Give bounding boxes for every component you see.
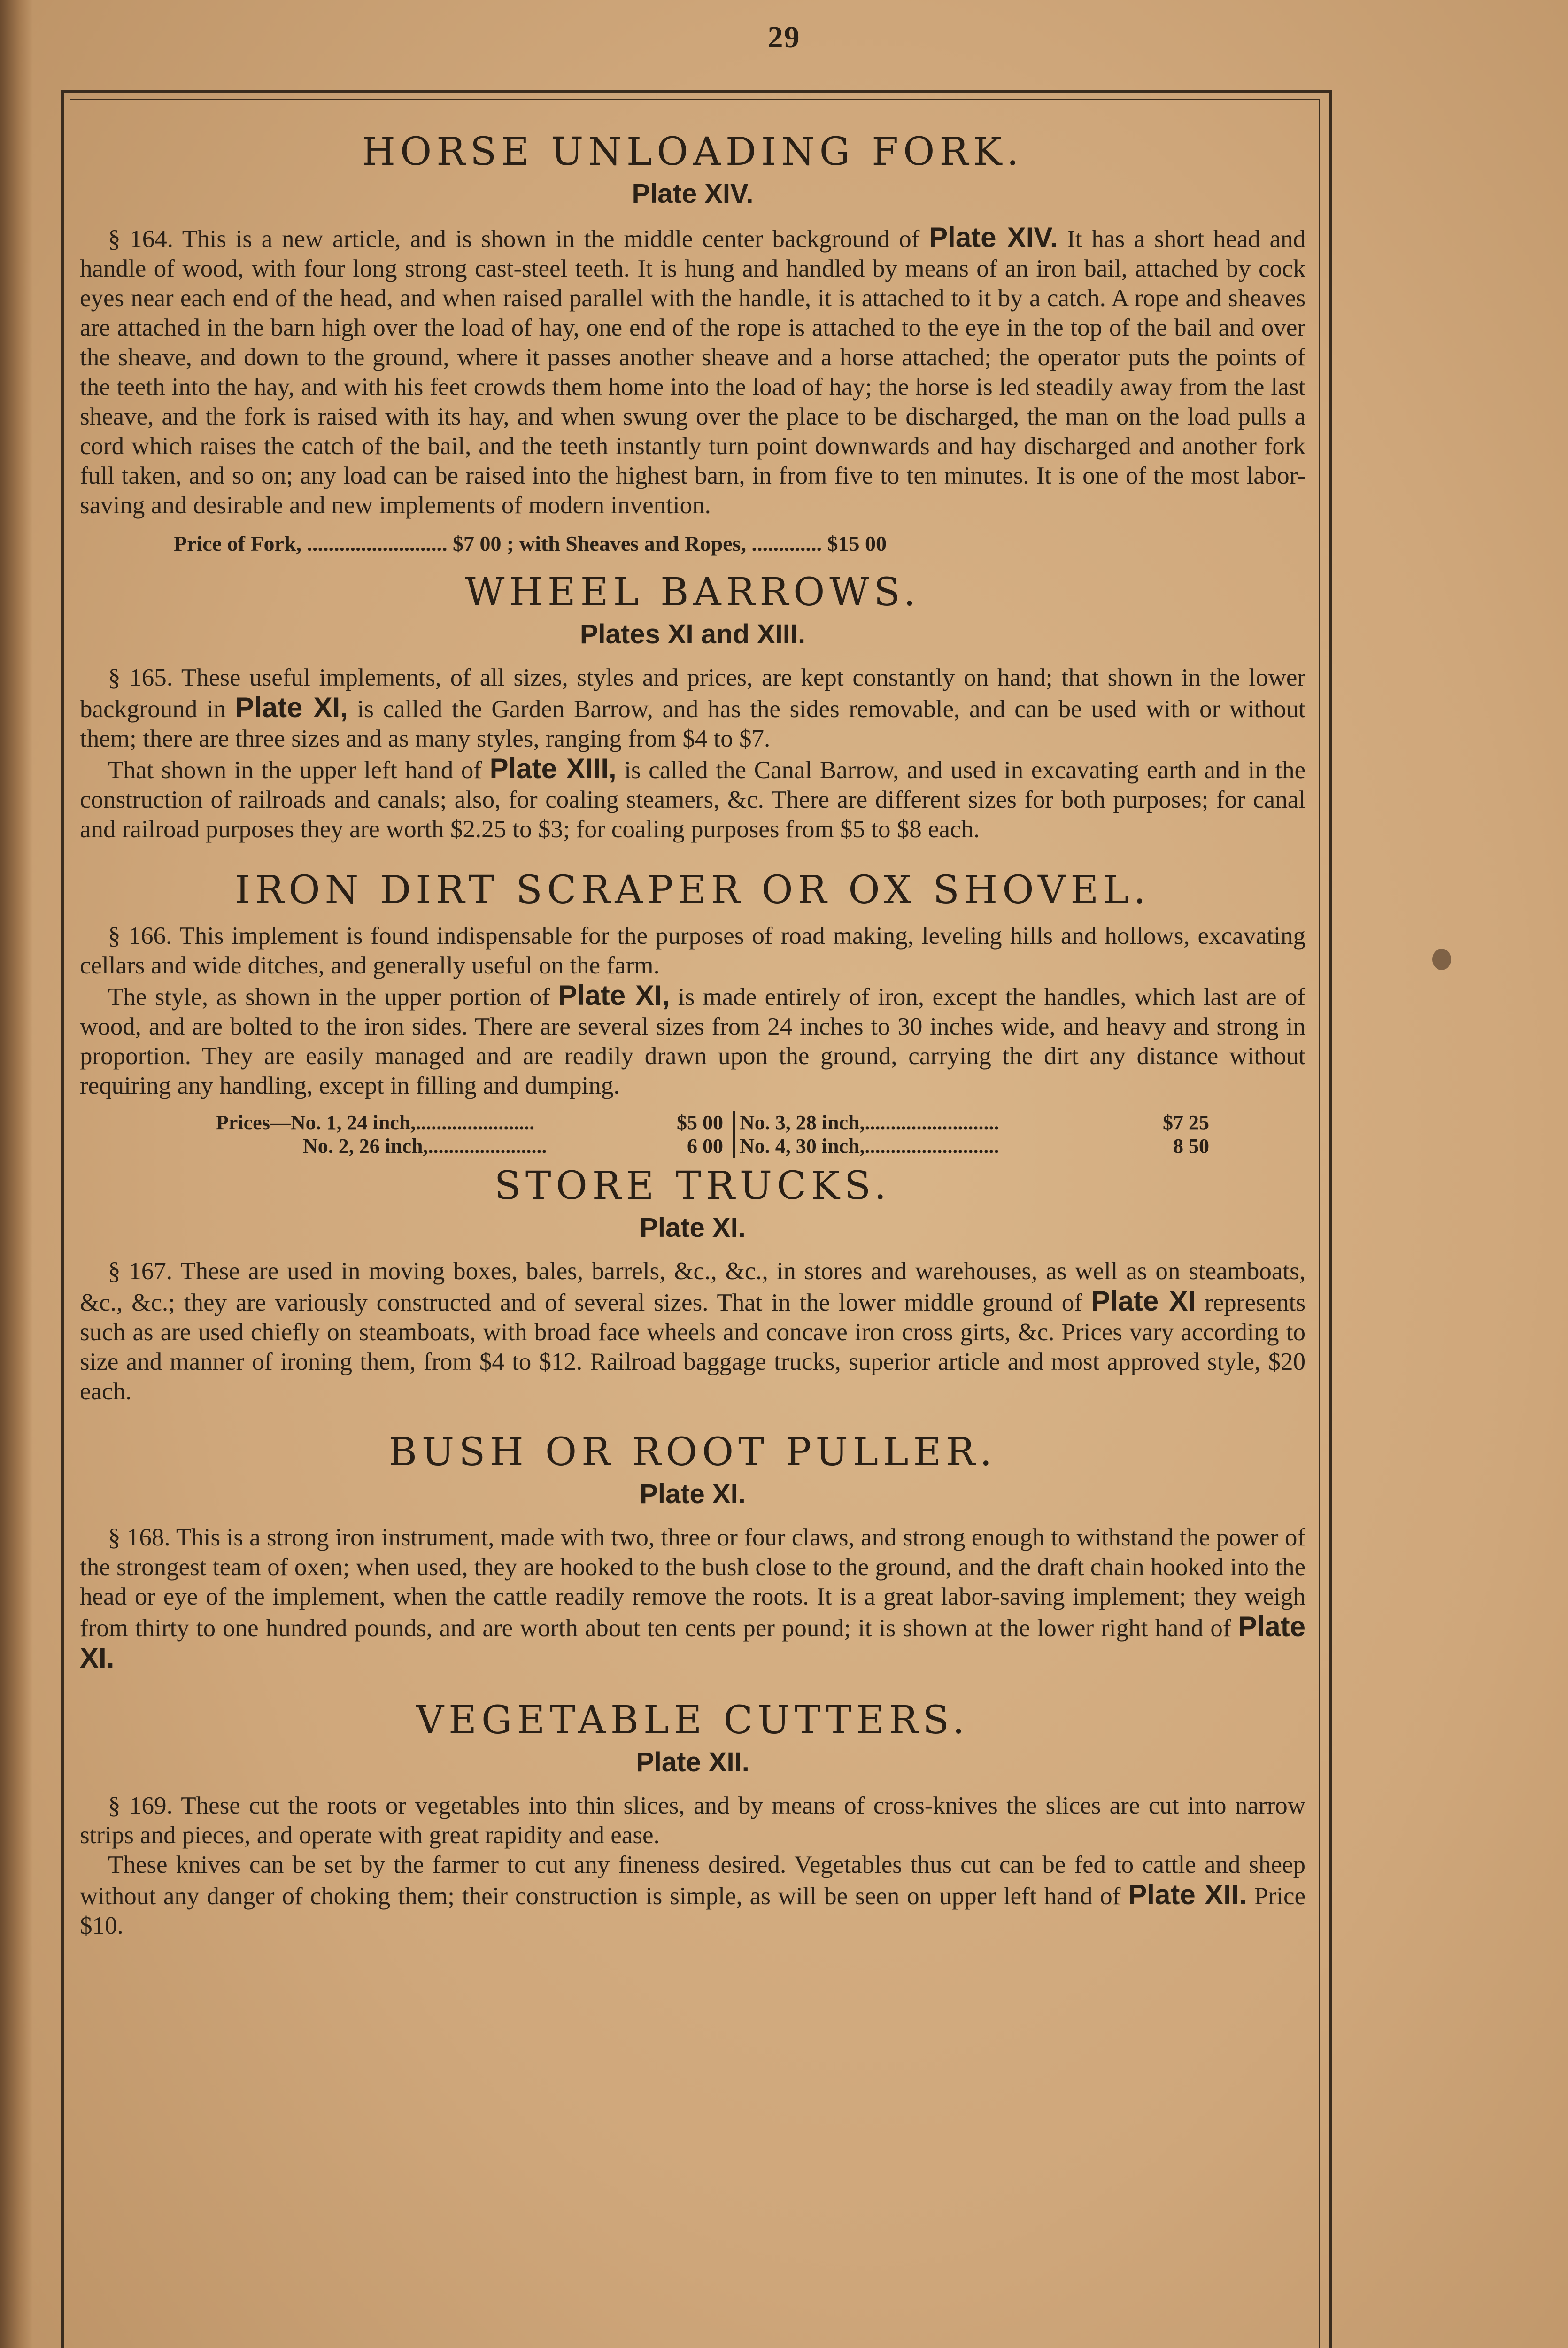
plate-subtitle: Plate XI. bbox=[640, 1213, 746, 1243]
ink-spot bbox=[1432, 949, 1451, 970]
price-line-fork: Price of Fork, .......................... $7 00 ; with Sheaves and Ropes, ............. $15 00 bbox=[174, 532, 887, 556]
section-title-wheel-barrows: WHEEL BARROWS. bbox=[465, 570, 920, 615]
price-column-left: Prices—No. 1, 24 inch,....................... $5 00 No. 2, 26 inch,....................... 6 00 bbox=[216, 1111, 723, 1158]
paragraph-167: § 167. These are used in moving boxes, bales, barrels, &c., &c., in stores and warehouses, as well as on steamboats, &c., &c.; they are variously constructed and of several sizes. That in the lower middle ground of Plate XI represents such as are used chiefly on steamboats, with broad face wheels and concave iron cross girts, &c. Prices vary according to size and manner of ironing them, from $4 to $12. Railroad baggage trucks, superior article and most approved style, $20 each. bbox=[80, 1258, 1305, 1405]
section-title-store-trucks: STORE TRUCKS. bbox=[494, 1164, 891, 1208]
page-spine-shadow bbox=[0, 0, 33, 2348]
scraper-price-table bbox=[216, 1111, 1305, 1158]
plate-subtitle: Plate XII. bbox=[636, 1747, 749, 1777]
plate-subtitle: Plates XI and XIII. bbox=[579, 619, 806, 649]
section-title-dirt-scraper: IRON DIRT SCRAPER OR OX SHOVEL. bbox=[235, 868, 1151, 912]
page-number: 29 bbox=[767, 20, 801, 54]
section-title-vegetable-cutters: VEGETABLE CUTTERS. bbox=[416, 1698, 970, 1743]
paragraph-166: § 166. This implement is found indispensable for the purposes of road making, leveling hills and hollows, excavating cellars and wide ditches, and generally useful on the farm. bbox=[80, 922, 1305, 979]
price-column-right: No. 3, 28 inch,.......................... $7 25 No. 4, 30 inch,.......................... 8 50 bbox=[733, 1111, 1209, 1158]
paragraph-169-cont: These knives can be set by the farmer to cut any fineness desired. Vegetables thus cut can be fed to cattle and sheep without any danger of choking them; their construction is simple, as will be seen on upper left hand of Plate XII. Price $10. bbox=[80, 1851, 1305, 1939]
plate-subtitle: Plate XI. bbox=[640, 1479, 746, 1509]
paragraph-168: § 168. This is a strong iron instrument, made with two, three or four claws, and strong enough to withstand the power of the strongest team of oxen; when used, they are hooked to the bush close to the ground, and the draft chain hooked into the head or eye of the implement, when the cattle readily remove the roots. It is a great labor-saving implement; they weigh from thirty to one hundred pounds, and are worth about ten cents per pound; it is shown at the lower right hand of Plate XI. bbox=[80, 1524, 1305, 1674]
paragraph-166-cont: The style, as shown in the upper portion of Plate XI, is made entirely of iron, except the handles, which last are of wood, and are bolted to the iron sides. There are several sizes from 24 inches to 30 inches wide, and heavy and strong in proportion. They are easily managed and are readily drawn upon the ground, carrying the dirt any distance without requiring any handling, except in filling and dumping. bbox=[80, 980, 1306, 1099]
page-content bbox=[80, 127, 1305, 1941]
paragraph-164: § 164. This is a new article, and is shown in the middle center background of Plate XIV. It has a short head and handle of wood, with four long strong cast-steel teeth. It is hung and handled by means of an iron bail, attached by cock eyes near each end of the head, and when raised parallel with the handle, it is attached to it by a catch. A rope and sheaves are attached in the barn high over the load of hay, one end of the rope is attached to the eye in the top of the bail and over the sheave, and down to the ground, where it passes another sheave and a horse attached; the operator puts the points of the teeth into the hay, and with his feet crowds them home into the load of hay; the horse is led steadily away from the last sheave, and the fork is raised with its hay, and when swung over the place to be discharged, the man on the load pulls a cord which raises the catch of the bail, and the teeth instantly turn point downwards and hay discharged and another fork full taken, and so on; any load can be raised into the highest barn, in from five to ten minutes. It is one of the most labor-saving and desirable and new implements of modern invention. bbox=[80, 222, 1305, 519]
paragraph-165: § 165. These useful implements, of all sizes, styles and prices, are kept constantly on hand; that shown in the lower background in Plate XI, is called the Garden Barrow, and has the sides removable, and can be used with or without them; there are three sizes and as many styles, ranging from $4 to $7. bbox=[80, 664, 1305, 752]
paragraph-165-cont: That shown in the upper left hand of Plate XIII, is called the Canal Barrow, and used in excavating earth and in the construction of railroads and canals; also, for coaling steamers, &c. There are different sizes for both purposes; for canal and railroad purposes they are worth $2.25 to $3; for coaling purposes from $5 to $8 each. bbox=[80, 753, 1305, 843]
paragraph-169: § 169. These cut the roots or vegetables into thin slices, and by means of cross-knives the slices are cut into narrow strips and pieces, and operate with great rapidity and ease. bbox=[80, 1792, 1305, 1849]
section-title-horse-fork: HORSE UNLOADING FORK. bbox=[362, 130, 1024, 174]
plate-subtitle: Plate XIV. bbox=[632, 178, 754, 209]
section-title-bush-puller: BUSH OR ROOT PULLER. bbox=[388, 1430, 997, 1475]
